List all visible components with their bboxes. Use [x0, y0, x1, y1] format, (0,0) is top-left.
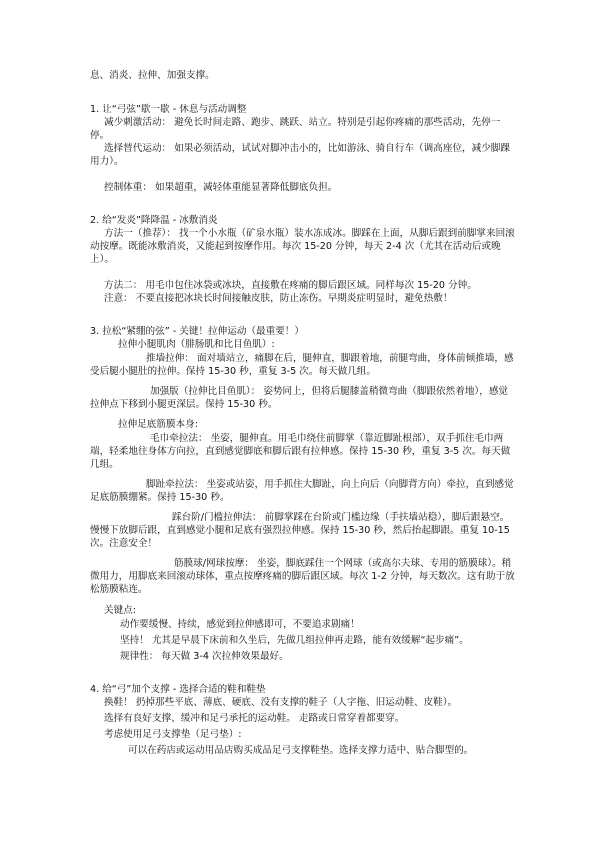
s3-fascia-heading: 拉伸足底筋膜本身:	[118, 419, 198, 430]
s3-ball-massage: 筋膜球/网球按摩： 坐姿，脚底踩住一个网球（或高尔夫球、专用的筋膜球）。稍微用力，用脚底来回滚动球体，重点按摩疼痛的脚后跟区域。每次 1-2 分钟，每天数次。这有助于放松筋膜粘连。	[90, 558, 515, 595]
s3-towel-stretch: 毛巾牵拉法： 坐姿，腿伸直。用毛巾绕住前脚掌（靠近脚趾根部），双手抓住毛巾两端，轻柔地往身体方向拉，直到感觉脚底和脚后跟有拉伸感。保持 15-30 秒，重复 3-5 次。每天做几组。	[90, 433, 511, 470]
s4-change-shoes: 换鞋！ 扔掉那些平底、薄底、硬底、没有支撑的鞋子（人字拖、旧运动鞋、皮鞋）。	[104, 697, 458, 708]
section-2-title: 2. 给“发炎”降降温 - 冰敷消炎	[90, 215, 218, 226]
s3-key-point-1: 动作要缓慢、持续，感觉到拉伸感即可，不要追求剧痛！	[120, 619, 360, 630]
section-4-title: 4. 给“弓”加个支撑 - 选择合适的鞋和鞋垫	[90, 684, 266, 695]
s2-method-two: 方法二： 用毛巾包住冰袋或冰块，直接敷在疼痛的脚后跟区域。同样每次 15-20 分钟。	[104, 280, 477, 291]
section-3-title: 3. 拉松“紧绷的弦” - 关键！拉伸运动（最重要！）	[90, 326, 304, 337]
s4-choose-shoes: 选择有良好支撑、缓冲和足弓承托的运动鞋。 走路或日常穿着都要穿。	[104, 713, 405, 724]
section-1-title: 1. 让“弓弦”歇一歇 - 休息与活动调整	[90, 104, 247, 115]
s3-key-points-heading: 关键点:	[104, 605, 137, 616]
s3-soleus-stretch: 加强版（拉伸比目鱼肌）： 姿势同上，但将后腿膝盖稍微弯曲（脚跟依然着地），感觉拉伸点下移到小腿更深层。保持 15-30 秒。	[90, 386, 509, 410]
s2-method-one: 方法一（推荐）： 找一个小水瓶（矿泉水瓶）装水冻成冰。脚踩在上面，从脚后跟到前脚掌来回滚动按摩。既能冰敷消炎，又能起到按摩作用。每次 15-20 分钟，每天 2-4 次（尤其在活动后或晚上）。	[90, 228, 515, 265]
s4-buy-insoles: 可以在药店或运动用品店购买成品足弓支撑鞋垫。选择支撑力适中、贴合脚型的。	[128, 745, 474, 756]
s3-toe-stretch: 脚趾牵拉法： 坐姿或站姿，用手抓住大脚趾，向上向后（向脚背方向）牵拉，直到感觉足底筋膜绷紧。保持 15-30 秒。	[90, 479, 514, 503]
s1-reduce-activity: 减少刺激活动： 避免长时间走路、跑步、跳跃、站立。特别是引起你疼痛的那些活动，先停一停。	[90, 117, 501, 141]
s2-caution: 注意： 不要直接把冰块长时间接触皮肤，防止冻伤。早期炎症明显时，避免热敷！	[104, 293, 453, 304]
s3-step-stretch: 踩台阶/门槛拉伸法： 前脚掌踩在台阶或门槛边缘（手扶墙站稳），脚后跟悬空。慢慢下放脚后跟，直到感觉小腿和足底有强烈拉伸感。保持 15-30 秒，然后抬起脚跟。重复 10-15 次。注意安全！	[90, 512, 510, 549]
s3-wall-push-stretch: 推墙拉伸： 面对墙站立，痛脚在后，腿伸直，脚跟着地，前腿弯曲，身体前倾推墙，感受后腿小腿肚的拉伸。保持 15-30 秒，重复 3-5 次。每天做几组。	[90, 353, 514, 377]
s1-alternative-exercise: 选择替代运动： 如果必须活动，试试对脚冲击小的，比如游泳、骑自行车（调高座位，减少脚踝用力）。	[90, 143, 510, 167]
s4-arch-support-heading: 考虑使用足弓支撑垫（足弓垫）:	[104, 729, 242, 740]
intro-line: 息、消炎、拉伸、加强支撑。	[90, 70, 215, 81]
s3-calf-heading: 拉伸小腿肌肉（腓肠肌和比目鱼肌）:	[118, 339, 275, 350]
s1-weight-control: 控制体重： 如果超重，减轻体重能显著降低脚底负担。	[104, 182, 338, 193]
s3-key-point-3: 规律性： 每天做 3-4 次拉伸效果最好。	[120, 651, 289, 662]
s3-key-point-2: 坚持！ 尤其是早晨下床前和久坐后，先做几组拉伸再走路，能有效缓解“起步痛”。	[120, 635, 469, 646]
